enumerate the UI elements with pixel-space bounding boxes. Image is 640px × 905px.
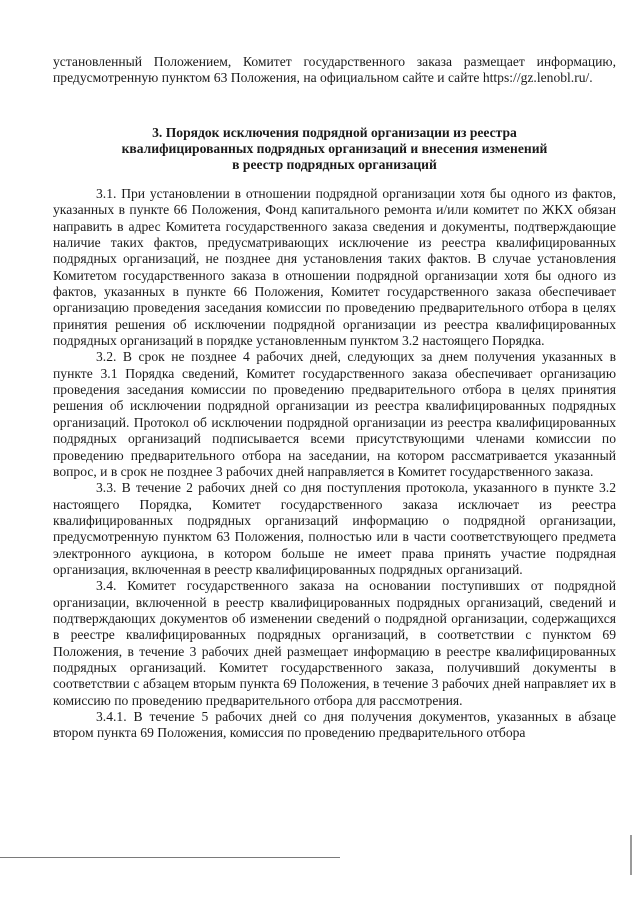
- scan-edge-mark: [630, 835, 632, 875]
- paragraph-3-2: 3.2. В срок не позднее 4 рабочих дней, следующих за днем получения указанных в пункте 3.1 Порядка сведений, Комитет государственного заказа обеспечивает организацию проведения заседания комиссии по проведению предварительного отбора в целях принятия решения об исключении подрядной организации из реестра квалифицированных подрядных организаций. Протокол об исключении подрядной организации из реестра квалифицированных подрядных организаций подписывается всеми присутствующими членами комиссии по проведению предварительного отбора на заседании, на котором рассматривается указанный вопрос, и в срок не позднее 3 рабочих дней направляется в Комитет государственного заказа.: [53, 349, 616, 479]
- paragraph-3-4: 3.4. Комитет государственного заказа на основании поступивших от подрядной организации, включенной в реестр квалифицированных подрядных организаций, сведений и подтверждающих документов об изменении сведений о подрядной организации, содержащихся в реестре квалифицированных подрядных организаций, в соответствии с пунктом 69 Положения, в течение 3 рабочих дней размещает информацию в реестре квалифицированных подрядных организаций. Комитет государственного заказа, получивший документы в соответствии с абзацем вторым пункта 69 Положения, в течение 3 рабочих дней направляет их в комиссию по проведению предварительного отбора для рассмотрения.: [53, 578, 616, 708]
- section-heading: [53, 125, 616, 174]
- intro-paragraph: установленный Положением, Комитет государственного заказа размещает информацию, предусмотренную пунктом 63 Положения, на официальном сайте и сайте https://gz.lenobl.ru/.: [53, 54, 616, 86]
- intro-fragment: [53, 54, 616, 87]
- section-heading-line-2: квалифицированных подрядных организаций и внесения изменений: [121, 141, 548, 157]
- paragraph-3-1: 3.1. При установлении в отношении подрядной организации хотя бы одного из фактов, указанных в пункте 66 Положения, Фонд капитального ремонта и/или комитет по ЖКХ обязан направить в адрес Комитета государственного заказа сведения и документы, подтверждающие наличие таких фактов, предусматривающих исключение из реестра квалифицированных подрядных организаций, не позднее дня установления таких фактов. В случае установления Комитетом государственного заказа в отношении подрядной организации хотя бы одного из фактов, указанных в пункте 66 Положения, Комитет государственного заказа обеспечивает организацию проведения заседания комиссии по проведению предварительного отбора в целях принятия решения об исключении подрядной организации из реестра квалифицированных подрядных организаций в порядке установленным пунктом 3.2 настоящего Порядка.: [53, 186, 616, 349]
- section-body: [53, 186, 616, 742]
- footnote-separator: [0, 857, 340, 858]
- paragraph-3-3: 3.3. В течение 2 рабочих дней со дня поступления протокола, указанного в пункте 3.2 настоящего Порядка, Комитет государственного заказа исключает из реестра квалифицированных подрядных организаций информацию о подрядной организации, предусмотренную пунктом 63 Положения, полностью или в части соответствующего предмета электронного аукциона, в котором больше не имеет права принять участие подрядная организация, включенная в реестр квалифицированных подрядных организаций.: [53, 480, 616, 577]
- section-heading-line-1: 3. Порядок исключения подрядной организации из реестра: [152, 125, 517, 140]
- section-heading-line-3: в реестр подрядных организаций: [232, 157, 437, 173]
- paragraph-3-4-1: 3.4.1. В течение 5 рабочих дней со дня получения документов, указанных в абзаце втором пункта 69 Положения, комиссия по проведению предварительного отбора: [53, 709, 616, 741]
